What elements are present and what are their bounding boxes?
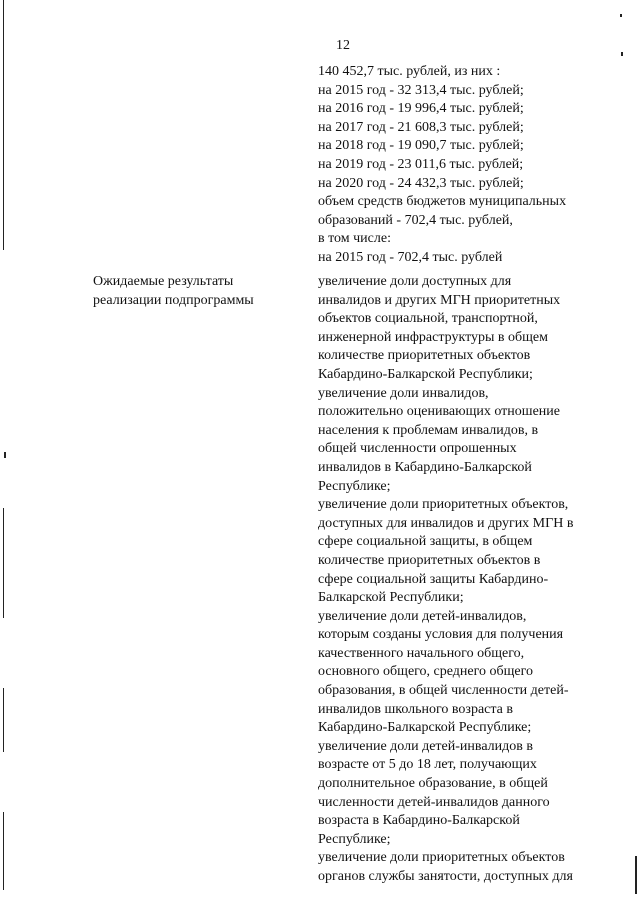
results-line: сфере социальной защиты Кабардино- — [318, 571, 549, 587]
funding-line: объем средств бюджетов муниципальных — [318, 194, 567, 210]
results-line: увеличение доли детей-инвалидов, — [318, 608, 527, 624]
scan-mark — [3, 688, 4, 752]
scan-mark — [4, 452, 6, 458]
funding-line: на 2017 год - 21 608,3 тыс. рублей; — [318, 119, 524, 135]
funding-line: на 2019 год - 23 011,6 тыс. рублей; — [318, 156, 524, 172]
expected-results-block — [318, 273, 573, 887]
results-line: доступных для инвалидов и других МГН в — [318, 515, 574, 531]
results-line: инвалидов и других МГН приоритетных — [318, 292, 561, 308]
results-line: Кабардино-Балкарской Республике; — [318, 720, 532, 736]
results-line: увеличение доли инвалидов, — [318, 385, 489, 401]
results-line: инженерной инфраструктуры в общем — [318, 329, 549, 345]
results-line: увеличение доли детей-инвалидов в — [318, 738, 533, 754]
results-line: Кабардино-Балкарской Республики; — [318, 366, 533, 382]
results-line: образования, в общей численности детей- — [318, 683, 569, 699]
results-line: количестве приоритетных объектов в — [318, 552, 541, 568]
funding-line: на 2020 год - 24 432,3 тыс. рублей; — [318, 175, 524, 191]
funding-line: на 2015 год - 32 313,4 тыс. рублей; — [318, 82, 524, 98]
scan-mark — [635, 856, 637, 894]
funding-line: образований - 702,4 тыс. рублей, — [318, 212, 513, 228]
results-line: Республике; — [318, 478, 391, 494]
funding-line: на 2018 год - 19 090,7 тыс. рублей; — [318, 138, 524, 154]
results-line: положительно оценивающих отношение — [318, 404, 560, 420]
results-line: населения к проблемам инвалидов, в — [318, 422, 539, 438]
results-line: увеличение доли приоритетных объектов — [318, 850, 565, 866]
results-line: общей численности опрошенных — [318, 441, 517, 457]
results-line: органов службы занятости, доступных для — [318, 869, 573, 884]
results-line: Балкарской Республики; — [318, 590, 464, 606]
funding-line: на 2016 год - 19 996,4 тыс. рублей; — [318, 101, 524, 117]
results-line: возрасте от 5 до 18 лет, получающих — [318, 757, 537, 773]
results-line: количестве приоритетных объектов — [318, 348, 531, 364]
section-label-line: Ожидаемые результаты — [93, 274, 234, 289]
results-line: инвалидов школьного возраста в — [318, 701, 513, 717]
results-line: инвалидов в Кабардино-Балкарской — [318, 459, 532, 475]
page-number: 12 — [336, 38, 350, 53]
results-line: сфере социальной защиты, в общем — [318, 534, 533, 550]
funding-line: 140 452,7 тыс. рублей, из них : — [318, 64, 501, 79]
results-line: увеличение доли приоритетных объектов, — [318, 497, 569, 513]
funding-line: в том числе: — [318, 231, 391, 247]
results-line: численности детей-инвалидов данного — [318, 794, 550, 810]
scan-speck — [620, 14, 622, 17]
scan-speck — [621, 52, 623, 56]
results-line: основного общего, среднего общего — [318, 664, 534, 680]
scan-mark — [3, 0, 4, 250]
results-line: объектов социальной, транспортной, — [318, 311, 538, 327]
section-label-line: реализации подпрограммы — [93, 292, 254, 308]
results-line: дополнительное образование, в общей — [318, 776, 548, 792]
funding-block — [318, 63, 566, 268]
results-line: увеличение доли доступных для — [318, 274, 512, 289]
section-label — [93, 273, 254, 310]
scan-mark — [3, 812, 4, 890]
results-line: которым созданы условия для получения — [318, 627, 564, 643]
results-line: Республике; — [318, 831, 391, 847]
scan-mark — [3, 508, 4, 618]
results-line: качественного начального общего, — [318, 645, 525, 661]
funding-line: на 2015 год - 702,4 тыс. рублей — [318, 249, 503, 265]
results-line: возраста в Кабардино-Балкарской — [318, 813, 520, 829]
